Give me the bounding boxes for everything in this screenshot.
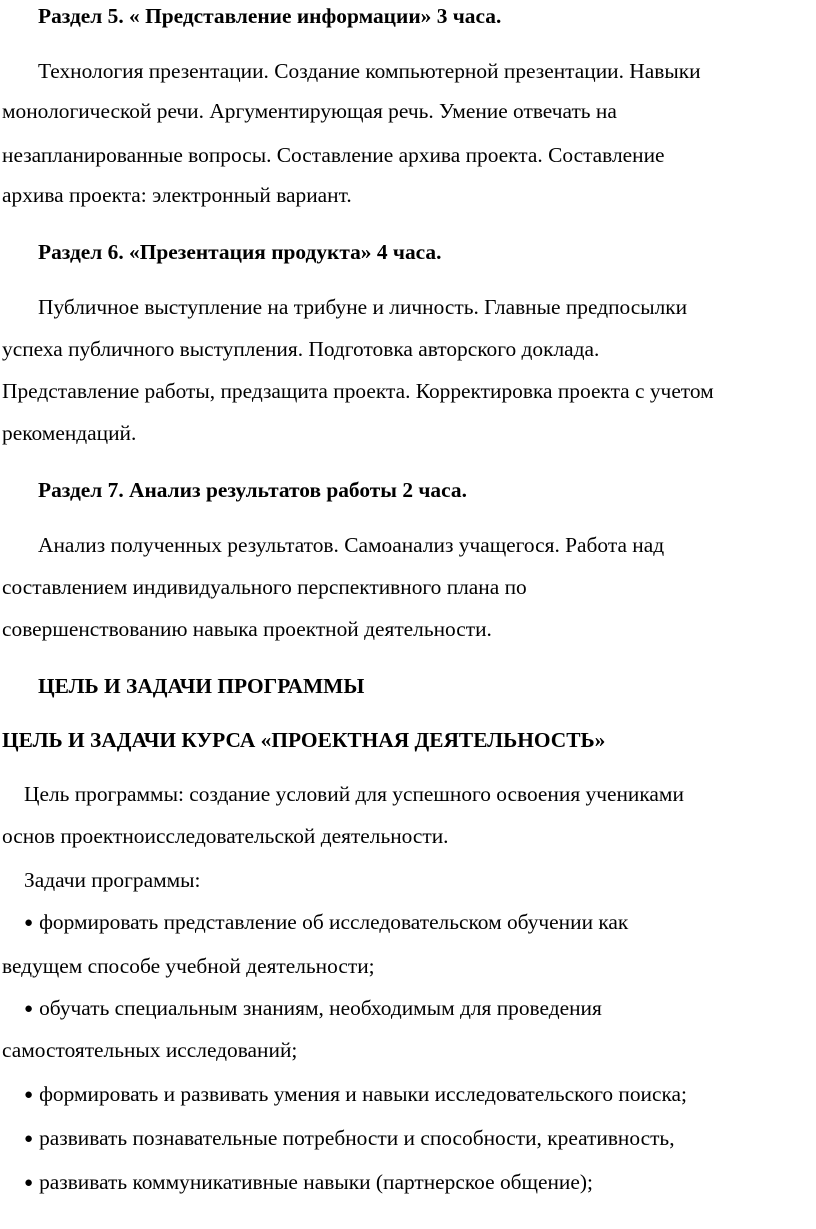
- bullet-icon: ●: [24, 1001, 34, 1017]
- section5-line-2: монологической речи. Аргументирующая речь. Умение отвечать на: [2, 99, 617, 123]
- task-2-line-1: обучать специальным знаниям, необходимым для проведения: [39, 996, 602, 1020]
- task-item-2: [24, 998, 602, 1019]
- section6-line-4: рекомендаций.: [2, 421, 137, 445]
- task-item-3: [24, 1084, 687, 1105]
- section7-heading: Раздел 7. Анализ результатов работы 2 часа.: [38, 478, 467, 502]
- bullet-icon: ●: [24, 915, 34, 931]
- section5-line-3: незапланированные вопросы. Составление архива проекта. Составление: [2, 143, 665, 167]
- section5-heading: Раздел 5. « Представление информации» 3 часа.: [38, 4, 502, 28]
- tasks-label: Задачи программы:: [24, 868, 201, 892]
- goal-line-2: основ проектноисследовательской деятельности.: [2, 824, 449, 848]
- course-goals-heading: ЦЕЛЬ И ЗАДАЧИ КУРСА «ПРОЕКТНАЯ ДЕЯТЕЛЬНОСТЬ»: [2, 728, 606, 752]
- section6-line-1: Публичное выступление на трибуне и личность. Главные предпосылки: [38, 295, 688, 319]
- section7-line-1: Анализ полученных результатов. Самоанализ учащегося. Работа над: [38, 533, 665, 557]
- goal-line-1: Цель программы: создание условий для успешного освоения учениками: [24, 782, 684, 806]
- task-item-5: [24, 1172, 593, 1193]
- task-item-4: [24, 1128, 675, 1149]
- section6-line-3: Представление работы, предзащита проекта. Корректировка проекта с учетом: [2, 379, 714, 403]
- task-1-line-2: ведущем способе учебной деятельности;: [2, 954, 375, 978]
- bullet-icon: ●: [24, 1087, 34, 1103]
- section7-line-3: совершенствованию навыка проектной деятельности.: [2, 617, 492, 641]
- task-5-line-1: развивать коммуникативные навыки (партнерское общение);: [39, 1170, 593, 1194]
- task-4-line-1: развивать познавательные потребности и способности, креативность,: [39, 1126, 675, 1150]
- task-3-line-1: формировать и развивать умения и навыки исследовательского поиска;: [39, 1082, 687, 1106]
- bullet-icon: ●: [24, 1175, 34, 1191]
- section7-line-2: составлением индивидуального перспективного плана по: [2, 575, 527, 599]
- task-1-line-1: формировать представление об исследовательском обучении как: [39, 910, 629, 934]
- task-2-line-2: самостоятельных исследований;: [2, 1038, 298, 1062]
- section6-heading: Раздел 6. «Презентация продукта» 4 часа.: [38, 240, 442, 264]
- program-goals-heading: ЦЕЛЬ И ЗАДАЧИ ПРОГРАММЫ: [38, 674, 365, 698]
- section6-line-2: успеха публичного выступления. Подготовка авторского доклада.: [2, 337, 600, 361]
- section5-line-4: архива проекта: электронный вариант.: [2, 183, 352, 207]
- task-item-1: [24, 912, 628, 933]
- section5-line-1: Технология презентации. Создание компьютерной презентации. Навыки: [38, 59, 701, 83]
- bullet-icon: ●: [24, 1131, 34, 1147]
